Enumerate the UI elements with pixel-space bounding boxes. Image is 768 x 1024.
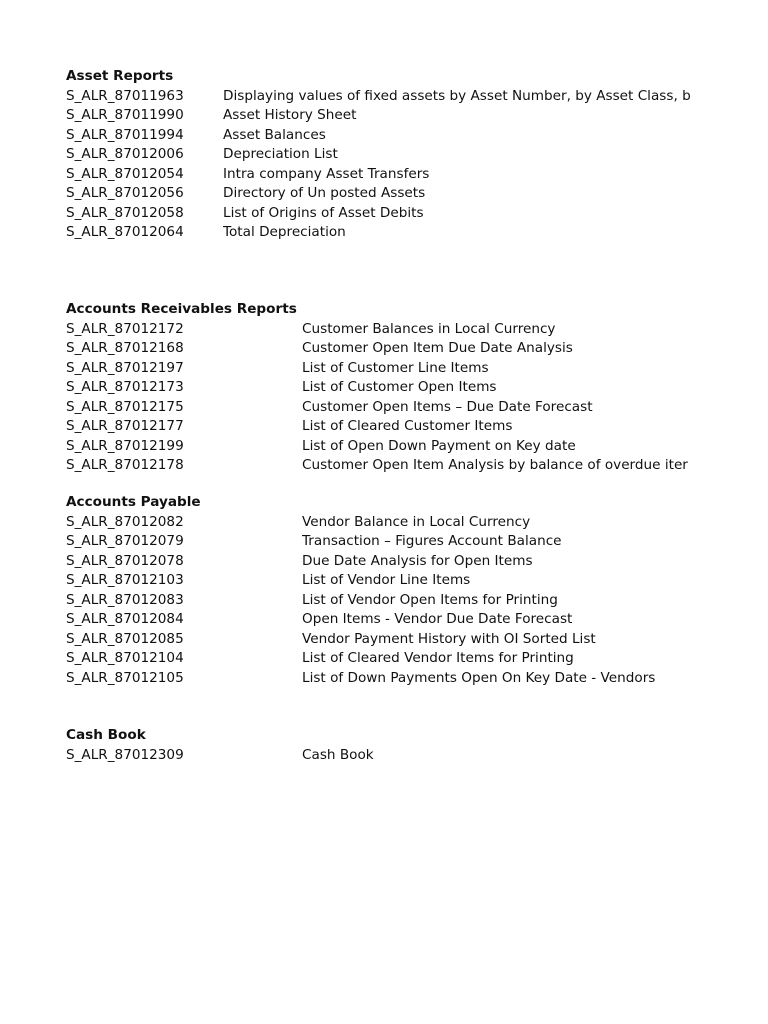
report-code: S_ALR_87012082 xyxy=(66,513,184,530)
report-code: S_ALR_87012083 xyxy=(66,591,184,608)
report-description: Cash Book xyxy=(302,746,374,763)
report-row xyxy=(66,513,696,533)
report-row xyxy=(66,165,696,185)
report-code: S_ALR_87011990 xyxy=(66,107,184,123)
report-description: List of Cleared Vendor Items for Printing xyxy=(302,650,574,666)
report-description: List of Customer Open Items xyxy=(302,379,497,395)
report-row xyxy=(66,145,696,165)
report-description: Transaction – Figures Account Balance xyxy=(302,533,562,549)
report-description: List of Open Down Payment on Key date xyxy=(302,437,576,454)
report-code: S_ALR_87012103 xyxy=(66,572,184,588)
report-description: List of Cleared Customer Items xyxy=(302,418,513,434)
report-code: S_ALR_87012079 xyxy=(66,533,184,549)
report-description: Asset History Sheet xyxy=(223,107,357,123)
report-row xyxy=(66,398,696,418)
report-row xyxy=(66,456,696,476)
accounts-receivables-section xyxy=(66,300,696,476)
report-row xyxy=(66,87,696,107)
report-description: Asset Balances xyxy=(223,126,326,143)
report-code: S_ALR_87012006 xyxy=(66,146,184,162)
report-code: S_ALR_87012309 xyxy=(66,746,184,763)
report-row xyxy=(66,571,696,591)
section-title: Asset Reports xyxy=(66,68,174,84)
report-code: S_ALR_87012084 xyxy=(66,611,184,627)
report-code: S_ALR_87012177 xyxy=(66,418,184,434)
report-description: Customer Open Items – Due Date Forecast xyxy=(302,398,593,415)
report-row xyxy=(66,106,696,126)
report-description: Customer Open Item Analysis by balance of overdue iter xyxy=(302,457,688,473)
section-title: Cash Book xyxy=(66,727,146,743)
report-row xyxy=(66,630,696,650)
section-title: Accounts Payable xyxy=(66,494,201,510)
report-description: List of Down Payments Open On Key Date - Vendors xyxy=(302,669,656,686)
cash-book-section xyxy=(66,726,696,765)
report-row xyxy=(66,649,696,669)
report-description: List of Vendor Line Items xyxy=(302,572,471,588)
section-title: Accounts Receivables Reports xyxy=(66,301,297,317)
report-row xyxy=(66,184,696,204)
report-row xyxy=(66,610,696,630)
report-code: S_ALR_87011994 xyxy=(66,126,184,143)
report-description: Due Date Analysis for Open Items xyxy=(302,552,533,569)
report-code: S_ALR_87012104 xyxy=(66,650,184,666)
report-code: S_ALR_87012168 xyxy=(66,340,184,356)
report-description: Total Depreciation xyxy=(223,224,346,240)
report-row xyxy=(66,591,696,611)
report-row xyxy=(66,669,696,689)
report-code: S_ALR_87012078 xyxy=(66,552,184,569)
report-description: Depreciation List xyxy=(223,146,338,162)
report-description: List of Origins of Asset Debits xyxy=(223,204,424,221)
report-code: S_ALR_87012178 xyxy=(66,457,184,473)
report-code: S_ALR_87012172 xyxy=(66,320,184,337)
report-description: Vendor Payment History with OI Sorted List xyxy=(302,630,596,647)
report-row xyxy=(66,223,696,243)
report-row xyxy=(66,417,696,437)
report-code: S_ALR_87012054 xyxy=(66,165,184,182)
report-row xyxy=(66,437,696,457)
asset-reports-section xyxy=(66,67,696,243)
report-row xyxy=(66,339,696,359)
report-row xyxy=(66,204,696,224)
report-code: S_ALR_87012175 xyxy=(66,398,184,415)
report-row xyxy=(66,320,696,340)
report-code: S_ALR_87012199 xyxy=(66,437,184,454)
report-code: S_ALR_87012173 xyxy=(66,379,184,395)
report-description: Open Items - Vendor Due Date Forecast xyxy=(302,611,573,627)
accounts-payable-section xyxy=(66,493,696,688)
report-code: S_ALR_87012058 xyxy=(66,204,184,221)
report-code: S_ALR_87012085 xyxy=(66,630,184,647)
report-description: Customer Open Item Due Date Analysis xyxy=(302,340,573,356)
report-row xyxy=(66,359,696,379)
report-description: Vendor Balance in Local Currency xyxy=(302,513,531,530)
report-description: Intra company Asset Transfers xyxy=(223,165,430,182)
report-row xyxy=(66,378,696,398)
report-description: List of Customer Line Items xyxy=(302,359,489,376)
report-description: Customer Balances in Local Currency xyxy=(302,320,556,337)
report-row xyxy=(66,746,696,766)
report-code: S_ALR_87012105 xyxy=(66,669,184,686)
report-description: Directory of Un posted Assets xyxy=(223,185,426,201)
report-description: List of Vendor Open Items for Printing xyxy=(302,591,558,608)
report-code: S_ALR_87011963 xyxy=(66,87,184,104)
report-code: S_ALR_87012056 xyxy=(66,185,184,201)
report-row xyxy=(66,532,696,552)
report-description: Displaying values of fixed assets by Asset Number, by Asset Class, b xyxy=(223,87,691,104)
report-row xyxy=(66,552,696,572)
report-code: S_ALR_87012197 xyxy=(66,359,184,376)
report-code: S_ALR_87012064 xyxy=(66,224,184,240)
report-row xyxy=(66,126,696,146)
